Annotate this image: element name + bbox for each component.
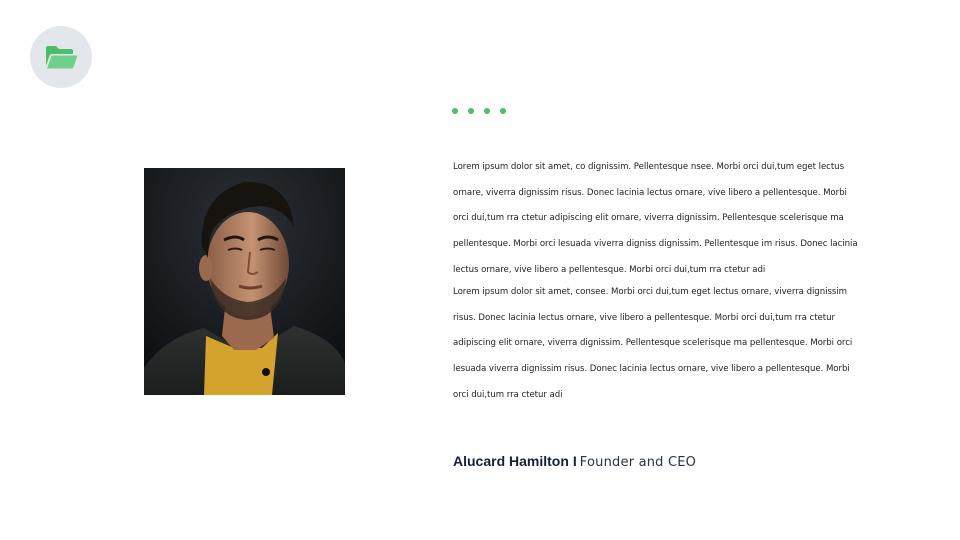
decorative-dots [452, 108, 506, 114]
profile-photo [144, 168, 345, 395]
signature-line [453, 453, 696, 470]
name-role-separator: I [572, 453, 577, 469]
person-name: Alucard Hamilton [453, 453, 569, 469]
bio-paragraph-2: Lorem ipsum dolor sit amet, consee. Morbi orci dui,tum eget lectus ornare, viverra dignissim risus. Donec lacinia lectus ornare, vive libero a pellentesque. Morbi orci dui,tum rra ctetur adipiscing elit ornare, viverra dignissim. Pellentesque scelerisque ma pellentesque. Morbi orci lesuada viverra dignissim risus. Donec lacinia lectus ornare, vive libero a pellentesque. Morbi orci dui,tum rra ctetur adi [453, 287, 853, 400]
dot-4 [500, 108, 506, 114]
dot-1 [452, 108, 458, 114]
folder-open-icon [44, 44, 78, 70]
dot-3 [484, 108, 490, 114]
person-role: Founder and CEO [579, 455, 697, 470]
bio-paragraph-1: Lorem ipsum dolor sit amet, co dignissim. Pellentesque nsee. Morbi orci dui,tum eget lectus ornare, viverra dignissim risus. Donec lacinia lectus ornare, vive libero a pellentesque. Morbi orci dui,tum rra ctetur adipiscing elit ornare, viverra dignissim. Pellentesque scelerisque ma pellentesque. Morbi orci lesuada viverra digniss dignissim. Pellentesque im risus. Donec lacinia lectus ornare, vive libero a pellentesque. Morbi orci dui,tum rra ctetur adi [453, 162, 858, 275]
folder-badge[interactable] [30, 26, 92, 88]
dot-2 [468, 108, 474, 114]
